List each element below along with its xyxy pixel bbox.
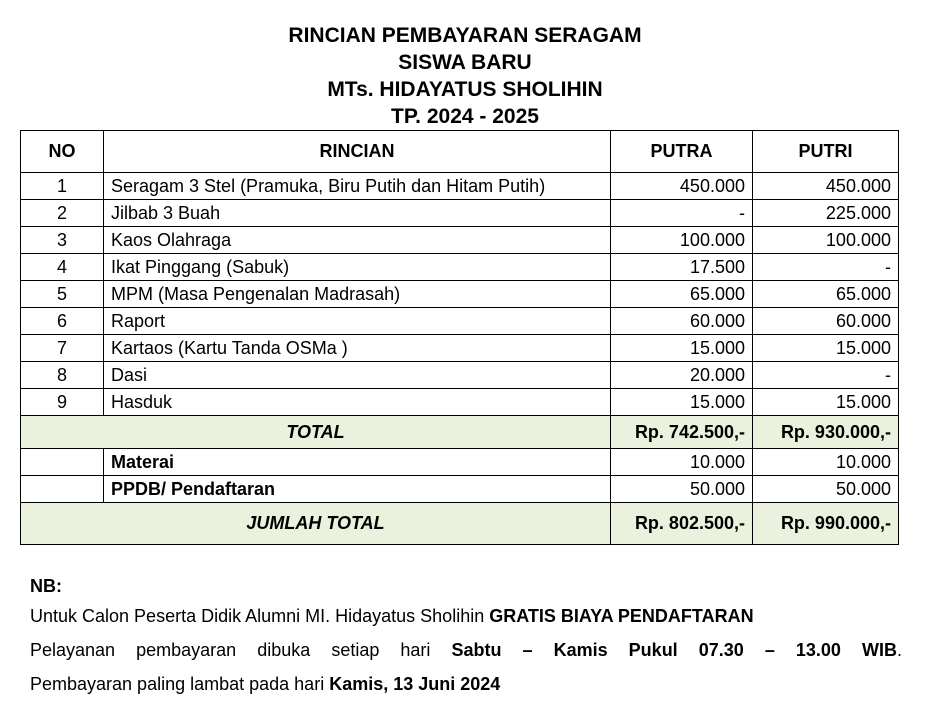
cell-putra: 50.000 bbox=[611, 476, 753, 503]
cell-desc: Ikat Pinggang (Sabuk) bbox=[104, 254, 611, 281]
table-row bbox=[21, 335, 899, 362]
table-row bbox=[21, 308, 899, 335]
table-row bbox=[21, 389, 899, 416]
cell-no: 4 bbox=[21, 254, 104, 281]
cell-putri: 60.000 bbox=[753, 308, 899, 335]
cell-no: 8 bbox=[21, 362, 104, 389]
note-line-2-end: . bbox=[896, 640, 902, 660]
cell-putra: 450.000 bbox=[611, 173, 753, 200]
notes-heading: NB: bbox=[30, 576, 62, 596]
cell-no-empty bbox=[21, 476, 104, 503]
notes-section bbox=[30, 573, 902, 701]
total-putri: Rp. 930.000,- bbox=[753, 416, 899, 449]
cell-putri: 10.000 bbox=[753, 449, 899, 476]
note-line-2-text: Pelayanan pembayaran dibuka setiap hari bbox=[30, 640, 452, 660]
extra-row bbox=[21, 449, 899, 476]
cell-putra: 65.000 bbox=[611, 281, 753, 308]
table-row bbox=[21, 362, 899, 389]
cell-putra: - bbox=[611, 200, 753, 227]
table-row bbox=[21, 173, 899, 200]
note-line-3-bold: Kamis, 13 Juni 2024 bbox=[329, 674, 501, 694]
cell-putri: 50.000 bbox=[753, 476, 899, 503]
note-line-3 bbox=[30, 667, 902, 701]
title-line-4: TP. 2024 - 2025 bbox=[391, 105, 539, 128]
cell-no: 2 bbox=[21, 200, 104, 227]
cell-desc: Raport bbox=[104, 308, 611, 335]
grand-total-putri: Rp. 990.000,- bbox=[753, 503, 899, 545]
header-putra: PUTRA bbox=[611, 131, 753, 173]
note-line-1-text: Untuk Calon Peserta Didik Alumni MI. Hidayatus Sholihin bbox=[30, 606, 490, 626]
cell-desc: PPDB/ Pendaftaran bbox=[104, 476, 611, 503]
cell-putri: - bbox=[753, 362, 899, 389]
cell-putra: 10.000 bbox=[611, 449, 753, 476]
note-line-2-bold: Sabtu – Kamis Pukul 07.30 – 13.00 WIB bbox=[451, 640, 897, 660]
table-row bbox=[21, 200, 899, 227]
fee-table bbox=[20, 130, 899, 545]
cell-desc: Hasduk bbox=[104, 389, 611, 416]
cell-putri: 65.000 bbox=[753, 281, 899, 308]
cell-putra: 100.000 bbox=[611, 227, 753, 254]
total-putra: Rp. 742.500,- bbox=[611, 416, 753, 449]
note-line-1 bbox=[30, 599, 902, 633]
cell-putri: 15.000 bbox=[753, 389, 899, 416]
cell-no: 3 bbox=[21, 227, 104, 254]
cell-putri: 100.000 bbox=[753, 227, 899, 254]
cell-desc: Jilbab 3 Buah bbox=[104, 200, 611, 227]
header-no: NO bbox=[21, 131, 104, 173]
cell-putri: 225.000 bbox=[753, 200, 899, 227]
header-putri: PUTRI bbox=[753, 131, 899, 173]
cell-desc: Seragam 3 Stel (Pramuka, Biru Putih dan Hitam Putih) bbox=[104, 173, 611, 200]
total-label: TOTAL bbox=[21, 416, 611, 449]
cell-putra: 15.000 bbox=[611, 335, 753, 362]
cell-no-empty bbox=[21, 449, 104, 476]
cell-desc: MPM (Masa Pengenalan Madrasah) bbox=[104, 281, 611, 308]
header-rincian: RINCIAN bbox=[104, 131, 611, 173]
document-title bbox=[0, 22, 930, 130]
table-row bbox=[21, 281, 899, 308]
table-row bbox=[21, 254, 899, 281]
cell-desc: Dasi bbox=[104, 362, 611, 389]
note-line-2 bbox=[30, 633, 902, 667]
cell-no: 1 bbox=[21, 173, 104, 200]
extra-row bbox=[21, 476, 899, 503]
note-line-1-bold: GRATIS BIAYA PENDAFTARAN bbox=[489, 606, 754, 626]
title-line-1: RINCIAN PEMBAYARAN SERAGAM bbox=[288, 24, 642, 47]
cell-putri: - bbox=[753, 254, 899, 281]
cell-putra: 60.000 bbox=[611, 308, 753, 335]
grand-total-label: JUMLAH TOTAL bbox=[21, 503, 611, 545]
cell-no: 5 bbox=[21, 281, 104, 308]
note-line-3-text: Pembayaran paling lambat pada hari bbox=[30, 674, 330, 694]
cell-no: 7 bbox=[21, 335, 104, 362]
cell-putri: 15.000 bbox=[753, 335, 899, 362]
cell-desc: Kartaos (Kartu Tanda OSMa ) bbox=[104, 335, 611, 362]
cell-no: 6 bbox=[21, 308, 104, 335]
grand-total-putra: Rp. 802.500,- bbox=[611, 503, 753, 545]
cell-no: 9 bbox=[21, 389, 104, 416]
title-line-2: SISWA BARU bbox=[398, 51, 532, 74]
cell-desc: Materai bbox=[104, 449, 611, 476]
grand-total-row bbox=[21, 503, 899, 545]
cell-putri: 450.000 bbox=[753, 173, 899, 200]
table-row bbox=[21, 227, 899, 254]
title-line-3: MTs. HIDAYATUS SHOLIHIN bbox=[327, 78, 603, 101]
cell-desc: Kaos Olahraga bbox=[104, 227, 611, 254]
cell-putra: 17.500 bbox=[611, 254, 753, 281]
total-row bbox=[21, 416, 899, 449]
cell-putra: 15.000 bbox=[611, 389, 753, 416]
cell-putra: 20.000 bbox=[611, 362, 753, 389]
table-header-row bbox=[21, 131, 899, 173]
